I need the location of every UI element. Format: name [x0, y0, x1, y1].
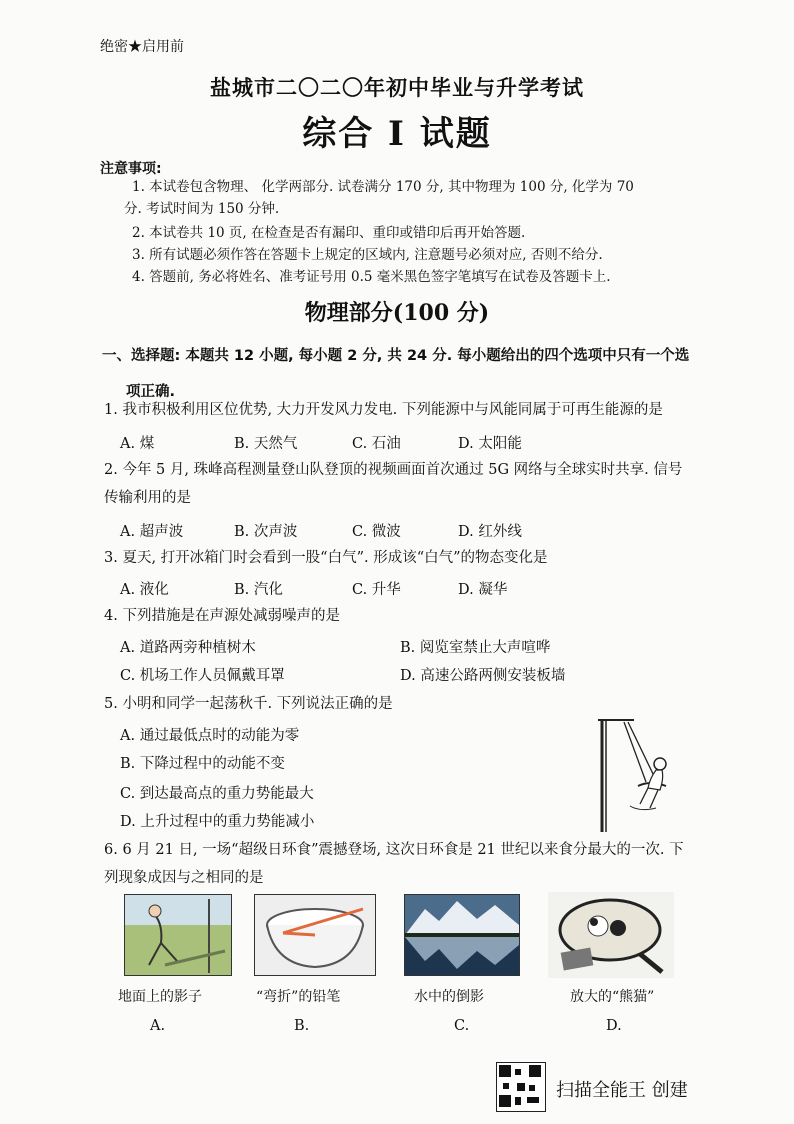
q4-option-c: C. 机场工作人员佩戴耳罩 [120, 668, 285, 684]
q3-option-b: B. 汽化 [234, 582, 283, 598]
swing-illustration [580, 716, 680, 834]
q6-option-b: B. [294, 1018, 310, 1034]
q6-caption-a: 地面上的影子 [118, 989, 202, 1005]
q1-option-c: C. 石油 [352, 436, 401, 452]
q6-caption-c: 水中的倒影 [414, 989, 484, 1005]
q6-option-d: D. [606, 1018, 622, 1034]
q1-option-a: A. 煤 [120, 436, 155, 452]
q2-option-d: D. 红外线 [458, 524, 522, 540]
notice-item-1b: 分. 考试时间为 150 分钟. [124, 201, 280, 217]
notice-item-4: 4. 答题前, 务必将姓名、准考证号用 0.5 毫米黑色签字笔填写在试卷及答题卡上. [132, 269, 611, 285]
q5-option-d: D. 上升过程中的重力势能减小 [120, 814, 315, 830]
q3-option-d: D. 凝华 [458, 582, 508, 598]
q6-image-shadow [124, 894, 232, 976]
q2-option-c: C. 微波 [352, 524, 401, 540]
notice-item-1 [124, 176, 732, 220]
question-6-stem [104, 836, 714, 892]
question-2-stem-line1: 2. 今年 5 月, 珠峰高程测量登山队登顶的视频画面首次通过 5G 网络与全球实时共享. 信号 [104, 462, 683, 478]
question-6-stem-line1: 6. 6 月 21 日, 一场“超级日环食”震撼登场, 这次日环食是 21 世纪以来食分最大的一次. 下 [104, 842, 684, 858]
q2-option-a: A. 超声波 [120, 524, 184, 540]
confidential-label: 绝密★启用前 [100, 39, 184, 55]
q2-option-b: B. 次声波 [234, 524, 298, 540]
notice-item-2: 2. 本试卷共 10 页, 在检查是否有漏印、重印或错印后再开始答题. [132, 225, 526, 241]
q5-option-a: A. 通过最低点时的动能为零 [120, 728, 300, 744]
q1-option-b: B. 天然气 [234, 436, 298, 452]
question-1-stem: 1. 我市积极利用区位优势, 大力开发风力发电. 下列能源中与风能同属于可再生能源的是 [104, 402, 663, 418]
notice-item-3: 3. 所有试题必须作答在答题卡上规定的区域内, 注意题号必须对应, 否则不给分. [132, 247, 603, 263]
section-title: 物理部分(100 分) [304, 300, 490, 326]
q3-option-c: C. 升华 [352, 582, 401, 598]
question-3-stem: 3. 夏天, 打开冰箱门时会看到一股“白气”. 形成该“白气”的物态变化是 [104, 550, 548, 566]
q6-caption-b: “弯折”的铅笔 [256, 989, 341, 1005]
part-heading-line1: 一、选择题: 本题共 12 小题, 每小题 2 分, 共 24 分. 每小题给出的四个选项中只有一个选 [102, 348, 690, 364]
notice-item-1a: 1. 本试卷包含物理、 化学两部分. 试卷满分 170 分, 其中物理为 100 分, 化学为 70 [132, 179, 634, 195]
q6-option-c: C. [454, 1018, 470, 1034]
question-6-stem-line2: 列现象成因与之相同的是 [104, 870, 264, 886]
scanner-watermark: 扫描全能王 创建 [556, 1080, 688, 1101]
q4-option-a: A. 道路两旁种植树木 [120, 640, 256, 656]
qr-code-icon [496, 1062, 546, 1112]
notice-heading: 注意事项: [100, 161, 162, 177]
question-2-stem [104, 456, 714, 512]
question-4-stem: 4. 下列措施是在声源处减弱噪声的是 [104, 608, 340, 624]
exam-subtitle: 综合 I 试题 [302, 114, 492, 154]
q6-image-pencil [254, 894, 376, 976]
q4-option-b: B. 阅览室禁止大声喧哗 [400, 640, 551, 656]
question-5-stem: 5. 小明和同学一起荡秋千. 下列说法正确的是 [104, 696, 393, 712]
q6-caption-d: 放大的“熊猫” [570, 989, 655, 1005]
q5-option-b: B. 下降过程中的动能不变 [120, 756, 285, 772]
q6-image-reflection [404, 894, 520, 976]
question-2-stem-line2: 传输利用的是 [104, 490, 191, 506]
q6-option-a: A. [150, 1018, 166, 1034]
q6-image-magnifier [548, 892, 674, 978]
q1-option-d: D. 太阳能 [458, 436, 522, 452]
part-heading-line2: 项正确. [126, 384, 176, 400]
exam-title: 盐城市二〇二〇年初中毕业与升学考试 [210, 75, 584, 100]
q5-option-c: C. 到达最高点的重力势能最大 [120, 786, 314, 802]
q4-option-d: D. 高速公路两侧安装板墙 [400, 668, 566, 684]
q3-option-a: A. 液化 [120, 582, 169, 598]
